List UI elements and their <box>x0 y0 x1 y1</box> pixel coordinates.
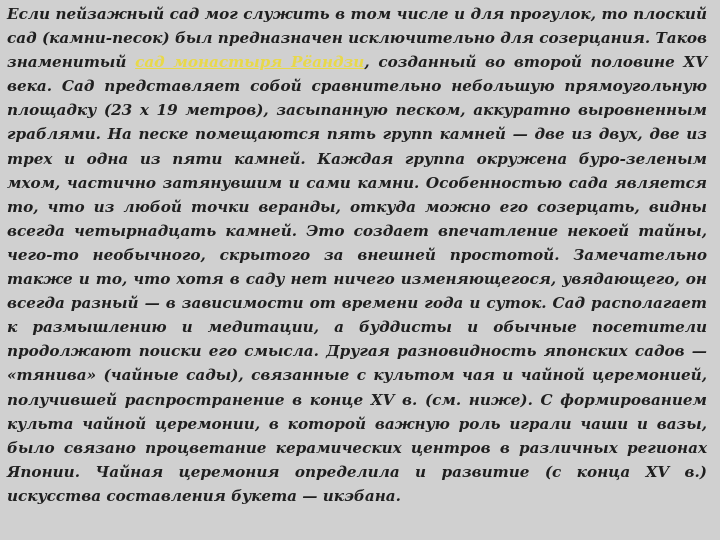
ryoanji-garden-link[interactable]: сад монастыря Рёандзи <box>135 53 365 72</box>
body-paragraph <box>7 2 707 508</box>
paragraph-text-part-2: , созданный во второй половине XV века. Сад представляет собой сравнительно небольшую прямоугольную площадку (23 х 19 метров), засыпанную песком, аккуратно выровненным граблями. На песке помещаются пять групп камней — две из двух, две из трех и одна из пяти камней. Каждая группа окружена буро-зеленым мхом, частично затянувшим и сами камни. Особенностью сада является то, что из любой точки веранды, откуда можно его созерцать, видны всегда четырнадцать камней. Это создает впечатление некоей тайны, чего-то необычного, скрытого за внешней простотой. Замечательно также и то, что хотя в саду нет ничего изменяющегося, увядающего, он всегда разный — в зависимости от времени года и суток. Сад располагает к размышлению и медитации, а буддисты и обычные посетители продолжают поиски его смысла. Другая разновидность японских садов — «тянива» (чайные сады), связанные с культом чая и чайной церемонией, получившей распространение в конце XV в. (см. ниже). С формированием культа чайной церемонии, в которой важную роль играли чаши и вазы, было связано процветание керамических центров в различных регионах Японии. Чайная церемония определила и развитие (с конца XV в.) искусства составления букета — икэбана. <box>7 53 707 505</box>
paragraph-text-part-1: Если пейзажный сад мог служить в том числе и для прогулок, то плоский сад (камни-песок) был предназначен исключительно для созерцания. Таков знаменитый <box>7 5 707 72</box>
